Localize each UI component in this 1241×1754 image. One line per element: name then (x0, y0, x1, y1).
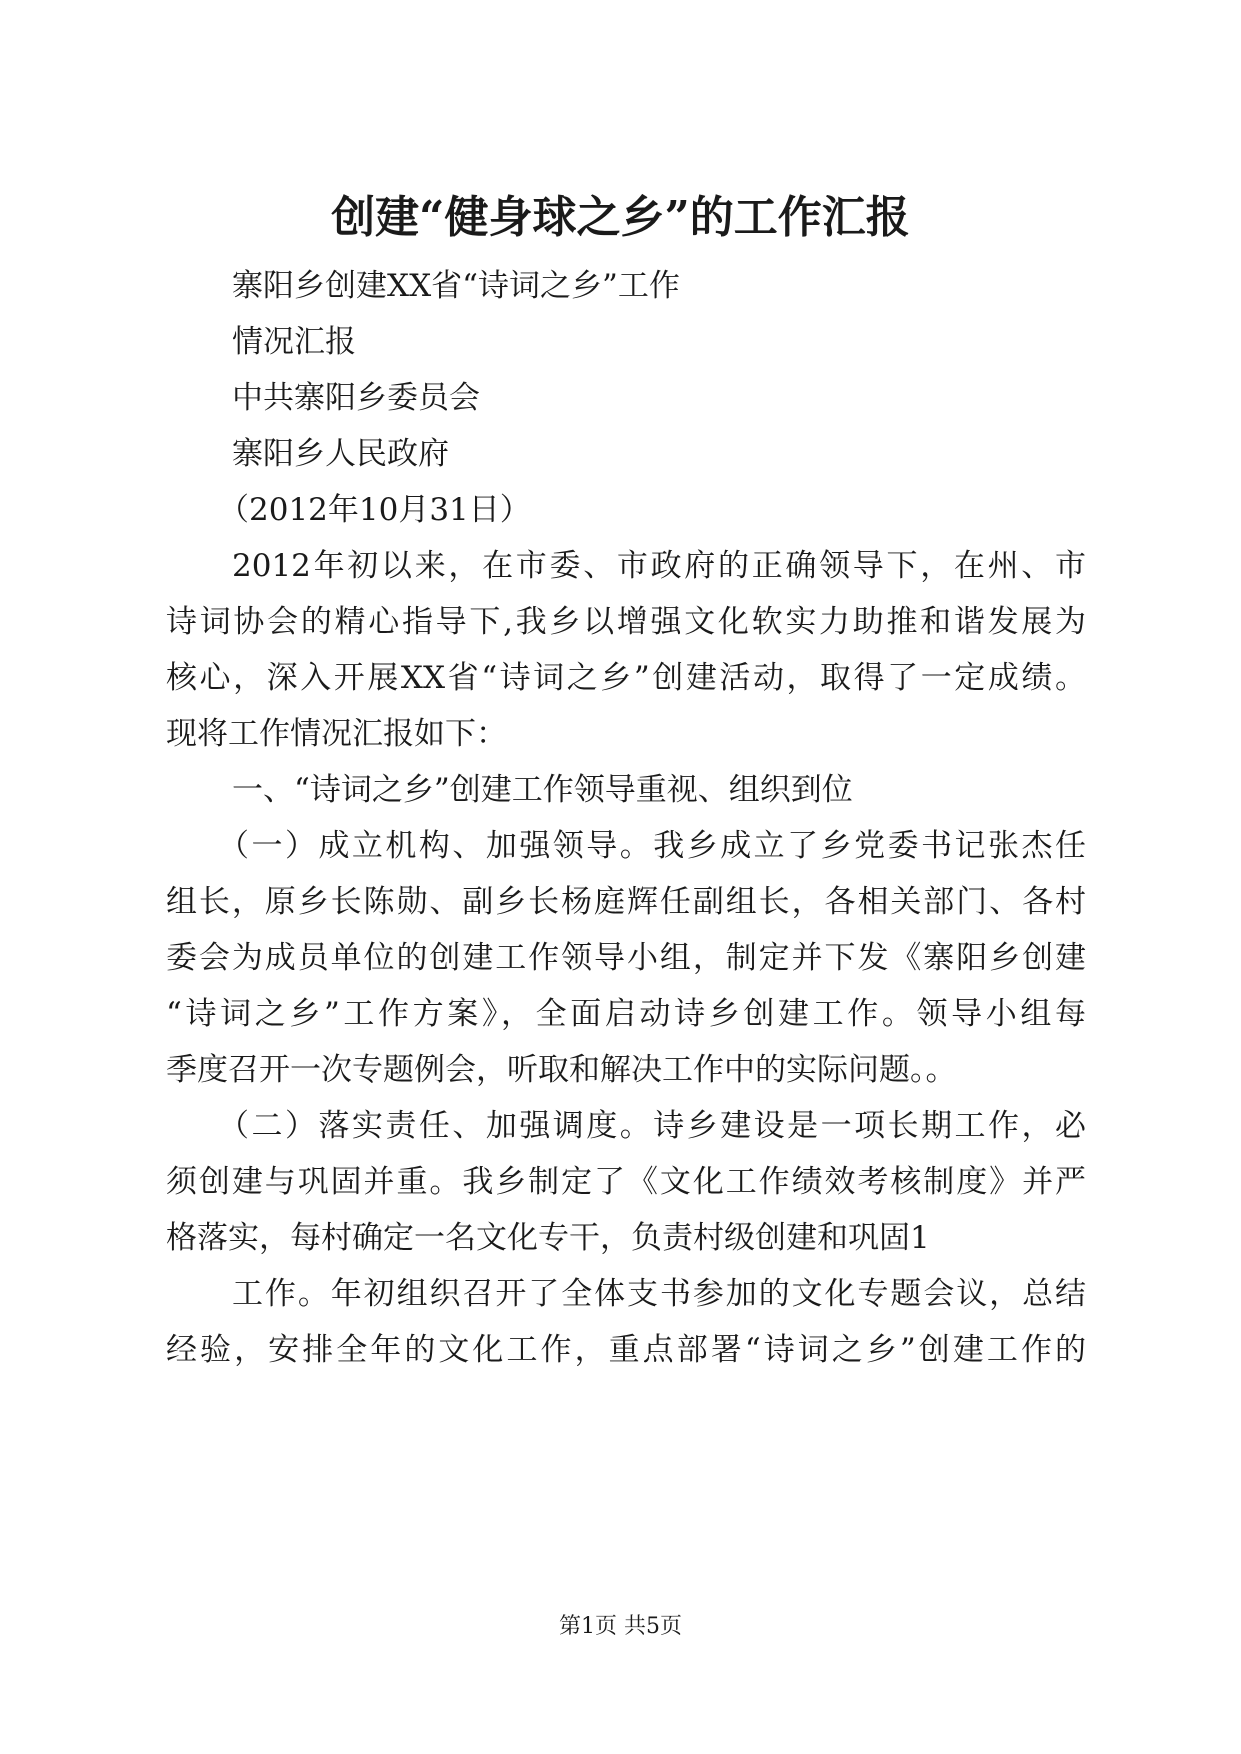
paragraph2-line-1: （一）成立机构、加强领导。我乡成立了乡党委书记张杰任 (218, 828, 1086, 864)
paragraph4-line-1: 工作。年初组织召开了全体支书参加的文化专题会议，总结 (232, 1276, 1086, 1312)
paragraph3-line-1: （二）落实责任、加强调度。诗乡建设是一项长期工作，必 (218, 1108, 1086, 1144)
paragraph4-line-2: 经验，安排全年的文化工作，重点部署“诗词之乡”创建工作的 (166, 1332, 1086, 1368)
document-title: 创建“健身球之乡”的工作汇报 (331, 192, 910, 243)
paragraph3-line-2: 须创建与巩固并重。我乡制定了《文化工作绩效考核制度》并严 (166, 1164, 1086, 1200)
header-line-1: 寨阳乡创建XX省“诗词之乡”工作 (232, 268, 680, 304)
paragraph2-line-5: 季度召开一次专题例会，听取和解决工作中的实际问题。。 (166, 1052, 957, 1088)
header-line-3: 中共寨阳乡委员会 (232, 380, 480, 416)
paragraph1-line-4: 现将工作情况汇报如下： (166, 716, 507, 752)
header-date: （2012年10月31日） (218, 492, 531, 528)
page-footer: 第1页 共5页 (559, 1614, 682, 1639)
paragraph3-line-3: 格落实，每村确定一名文化专干，负责村级创建和巩固1 (166, 1220, 930, 1256)
paragraph1-line-1: 2012年初以来，在市委、市政府的正确领导下，在州、市 (232, 548, 1086, 584)
section1-heading: 一、“诗词之乡”创建工作领导重视、组织到位 (232, 772, 853, 808)
paragraph2-line-2: 组长，原乡长陈勋、副乡长杨庭辉任副组长，各相关部门、各村 (166, 884, 1086, 920)
paragraph2-line-4: “诗词之乡”工作方案》，全面启动诗乡创建工作。领导小组每 (166, 996, 1086, 1032)
paragraph1-line-3: 核心，深入开展XX省“诗词之乡”创建活动，取得了一定成绩。 (166, 660, 1086, 696)
header-line-2: 情况汇报 (232, 324, 356, 360)
paragraph1-line-2: 诗词协会的精心指导下,我乡以增强文化软实力助推和谐发展为 (166, 604, 1086, 640)
header-line-4: 寨阳乡人民政府 (232, 436, 449, 472)
paragraph2-line-3: 委会为成员单位的创建工作领导小组，制定并下发《寨阳乡创建 (166, 940, 1086, 976)
